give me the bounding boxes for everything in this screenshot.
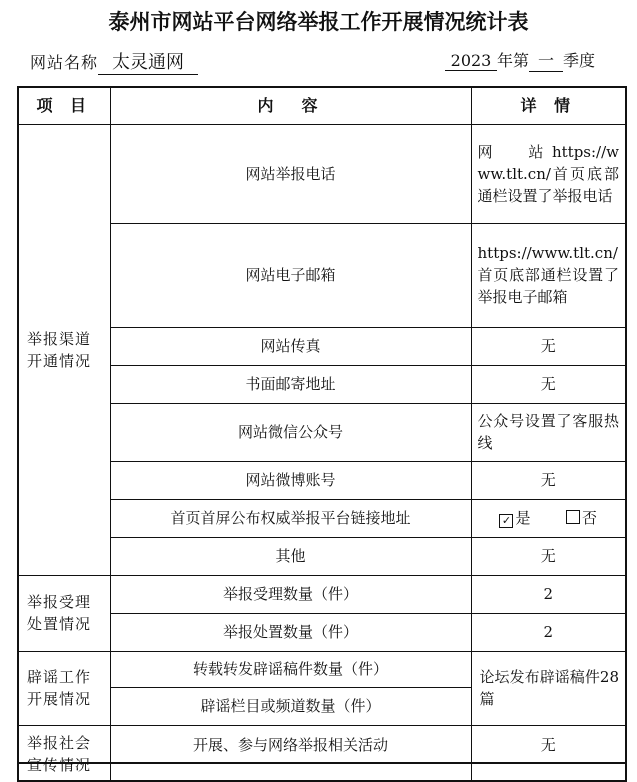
row-content: 开展、参与网络举报相关活动 [110, 725, 471, 781]
row-content: 网站微信公众号 [110, 403, 471, 461]
row-detail: 无 [471, 461, 626, 499]
yes-label: 是 [515, 509, 531, 527]
site-name-line [30, 48, 198, 75]
row-content: 举报受理数量（件） [110, 575, 471, 613]
row-detail-checkboxes [471, 499, 626, 537]
stats-table [17, 86, 627, 782]
row-detail: https://www.tlt.cn/首页底部通栏设置了举报电子邮箱 [471, 223, 626, 327]
row-detail: 无 [471, 365, 626, 403]
year-suffix: 年第 [497, 51, 530, 70]
table-row [18, 537, 626, 575]
row-content: 网站微博账号 [110, 461, 471, 499]
site-name-label: 网站名称 [30, 53, 99, 72]
header-row [18, 87, 626, 124]
row-detail: 2 [471, 613, 626, 651]
table-row [18, 365, 626, 403]
table-row [18, 725, 626, 781]
year-value: 2023 [445, 51, 497, 71]
period-line [445, 48, 595, 72]
row-content: 辟谣栏目或频道数量（件） [110, 687, 471, 725]
table-row [18, 575, 626, 613]
row-content: 书面邮寄地址 [110, 365, 471, 403]
table-row [18, 124, 626, 223]
category-channels: 举报渠道开通情况 [18, 124, 110, 575]
table-row [18, 461, 626, 499]
row-content: 转载转发辟谣稿件数量（件） [110, 651, 471, 687]
header-item: 项 目 [18, 87, 110, 124]
row-detail: 公众号设置了客服热线 [471, 403, 626, 461]
category-handling: 举报受理处置情况 [18, 575, 110, 651]
rumor-detail: 论坛发布辟谣稿件28篇 [471, 651, 626, 725]
row-detail: 2 [471, 575, 626, 613]
header-content: 内 容 [110, 87, 471, 124]
table-row [18, 327, 626, 365]
quarter-suffix: 季度 [563, 51, 596, 70]
table-row [18, 223, 626, 327]
row-detail: 网 站 https://www.tlt.cn/首页底部通栏设置了举报电话 [471, 124, 626, 223]
row-content: 网站传真 [110, 327, 471, 365]
row-content: 网站举报电话 [110, 124, 471, 223]
header-detail: 详 情 [471, 87, 626, 124]
row-detail: 无 [471, 537, 626, 575]
checkbox-yes-checked[interactable]: ✓ [499, 514, 513, 528]
site-name-value: 太灵通网 [98, 48, 198, 75]
stats-table-container [17, 86, 625, 774]
row-detail: 无 [471, 725, 626, 781]
category-publicity: 举报社会宣传情况 [18, 725, 110, 781]
table-row [18, 613, 626, 651]
quarter-value: 一 [529, 48, 563, 72]
table-row [18, 499, 626, 537]
table-row [18, 651, 626, 687]
row-content: 网站电子邮箱 [110, 223, 471, 327]
page-title: 泰州市网站平台网络举报工作开展情况统计表 [108, 9, 529, 34]
row-content: 举报处置数量（件） [110, 613, 471, 651]
row-content: 其他 [110, 537, 471, 575]
category-rumor: 辟谣工作开展情况 [18, 651, 110, 725]
no-label: 否 [582, 509, 598, 527]
row-content: 首页首屏公布权威举报平台链接地址 [110, 499, 471, 537]
checkbox-no[interactable] [566, 510, 580, 524]
row-detail: 无 [471, 327, 626, 365]
table-row [18, 403, 626, 461]
